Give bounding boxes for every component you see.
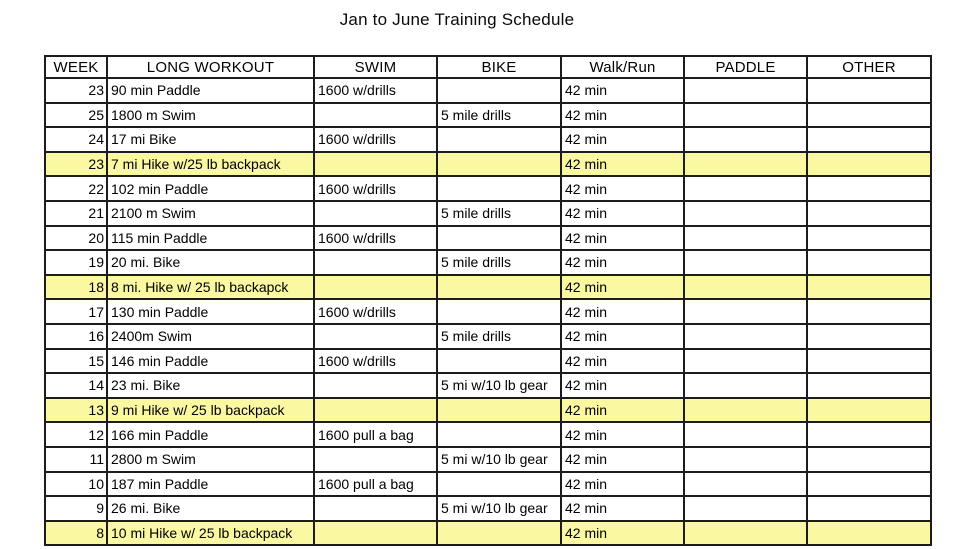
cell-bike[interactable] <box>437 422 561 447</box>
table-row <box>45 324 931 349</box>
cell-week[interactable]: 19 <box>45 250 107 275</box>
column-header-week[interactable]: WEEK <box>45 56 107 78</box>
cell-walk_run[interactable]: 42 min <box>561 422 684 447</box>
cell-long_workout[interactable]: 2800 m Swim <box>107 447 314 472</box>
cell-paddle[interactable] <box>684 521 807 546</box>
cell-swim[interactable]: 1600 w/drills <box>314 226 437 251</box>
cell-swim[interactable]: 1600 w/drills <box>314 127 437 152</box>
cell-paddle[interactable] <box>684 447 807 472</box>
cell-swim[interactable] <box>314 152 437 177</box>
cell-bike[interactable] <box>437 349 561 374</box>
page-title: Jan to June Training Schedule <box>339 10 575 29</box>
column-header-other[interactable]: OTHER <box>807 56 931 78</box>
cell-other[interactable] <box>807 176 931 201</box>
cell-paddle[interactable] <box>684 373 807 398</box>
cell-long_workout[interactable]: 90 min Paddle <box>107 78 314 103</box>
cell-other[interactable] <box>807 398 931 423</box>
training-schedule-table <box>44 55 932 546</box>
cell-other[interactable] <box>807 447 931 472</box>
cell-swim[interactable] <box>314 496 437 521</box>
table-row <box>45 250 931 275</box>
cell-paddle[interactable] <box>684 78 807 103</box>
table-row <box>45 373 931 398</box>
cell-paddle[interactable] <box>684 127 807 152</box>
cell-week[interactable]: 16 <box>45 324 107 349</box>
cell-bike[interactable] <box>437 226 561 251</box>
table-row <box>45 226 931 251</box>
cell-bike[interactable] <box>437 299 561 324</box>
cell-long_workout[interactable]: 146 min Paddle <box>107 349 314 374</box>
cell-swim[interactable]: 1600 w/drills <box>314 299 437 324</box>
cell-bike[interactable] <box>437 176 561 201</box>
cell-walk_run[interactable]: 42 min <box>561 496 684 521</box>
cell-paddle[interactable] <box>684 324 807 349</box>
cell-week[interactable]: 25 <box>45 103 107 128</box>
cell-bike[interactable]: 5 mile drills <box>437 324 561 349</box>
cell-swim[interactable] <box>314 201 437 226</box>
cell-bike[interactable] <box>437 127 561 152</box>
cell-long_workout[interactable]: 102 min Paddle <box>107 176 314 201</box>
cell-bike[interactable] <box>437 398 561 423</box>
cell-paddle[interactable] <box>684 349 807 374</box>
cell-other[interactable] <box>807 226 931 251</box>
cell-week[interactable]: 14 <box>45 373 107 398</box>
table-row <box>45 496 931 521</box>
cell-other[interactable] <box>807 152 931 177</box>
cell-walk_run[interactable]: 42 min <box>561 472 684 497</box>
cell-walk_run[interactable]: 42 min <box>561 78 684 103</box>
cell-paddle[interactable] <box>684 299 807 324</box>
cell-bike[interactable]: 5 mile drills <box>437 250 561 275</box>
cell-paddle[interactable] <box>684 176 807 201</box>
column-header-long_workout[interactable]: LONG WORKOUT <box>107 56 314 78</box>
cell-week[interactable]: 18 <box>45 275 107 300</box>
cell-swim[interactable] <box>314 324 437 349</box>
cell-walk_run[interactable]: 42 min <box>561 250 684 275</box>
cell-week[interactable]: 23 <box>45 152 107 177</box>
cell-paddle[interactable] <box>684 226 807 251</box>
table-row <box>45 275 931 300</box>
cell-week[interactable]: 9 <box>45 496 107 521</box>
cell-walk_run[interactable]: 42 min <box>561 176 684 201</box>
cell-paddle[interactable] <box>684 422 807 447</box>
cell-paddle[interactable] <box>684 275 807 300</box>
cell-other[interactable] <box>807 349 931 374</box>
cell-paddle[interactable] <box>684 201 807 226</box>
cell-week[interactable]: 15 <box>45 349 107 374</box>
table-row <box>45 472 931 497</box>
cell-week[interactable]: 8 <box>45 521 107 546</box>
cell-walk_run[interactable]: 42 min <box>561 201 684 226</box>
cell-bike[interactable] <box>437 152 561 177</box>
cell-bike[interactable] <box>437 78 561 103</box>
cell-walk_run[interactable]: 42 min <box>561 152 684 177</box>
cell-swim[interactable] <box>314 373 437 398</box>
cell-long_workout[interactable]: 23 mi. Bike <box>107 373 314 398</box>
header-row <box>45 56 931 78</box>
cell-bike[interactable]: 5 mi w/10 lb gear <box>437 373 561 398</box>
cell-other[interactable] <box>807 275 931 300</box>
cell-long_workout[interactable]: 20 mi. Bike <box>107 250 314 275</box>
cell-swim[interactable]: 1600 pull a bag <box>314 472 437 497</box>
cell-bike[interactable]: 5 mile drills <box>437 103 561 128</box>
table-row <box>45 299 931 324</box>
table-row <box>45 103 931 128</box>
cell-week[interactable]: 17 <box>45 299 107 324</box>
table-row <box>45 152 931 177</box>
cell-walk_run[interactable]: 42 min <box>561 447 684 472</box>
table-row <box>45 127 931 152</box>
cell-other[interactable] <box>807 373 931 398</box>
cell-swim[interactable] <box>314 447 437 472</box>
cell-week[interactable]: 11 <box>45 447 107 472</box>
cell-week[interactable]: 12 <box>45 422 107 447</box>
table-row <box>45 201 931 226</box>
cell-long_workout[interactable]: 8 mi. Hike w/ 25 lb backapck <box>107 275 314 300</box>
cell-bike[interactable] <box>437 521 561 546</box>
cell-walk_run[interactable]: 42 min <box>561 349 684 374</box>
table-header-row <box>45 56 931 78</box>
cell-paddle[interactable] <box>684 472 807 497</box>
cell-week[interactable]: 10 <box>45 472 107 497</box>
cell-week[interactable]: 23 <box>45 78 107 103</box>
cell-other[interactable] <box>807 250 931 275</box>
cell-paddle[interactable] <box>684 398 807 423</box>
cell-walk_run[interactable]: 42 min <box>561 373 684 398</box>
cell-paddle[interactable] <box>684 496 807 521</box>
cell-swim[interactable] <box>314 521 437 546</box>
cell-long_workout[interactable]: 1800 m Swim <box>107 103 314 128</box>
cell-walk_run[interactable]: 42 min <box>561 127 684 152</box>
cell-long_workout[interactable]: 187 min Paddle <box>107 472 314 497</box>
cell-swim[interactable]: 1600 w/drills <box>314 78 437 103</box>
cell-bike[interactable] <box>437 275 561 300</box>
cell-long_workout[interactable]: 2100 m Swim <box>107 201 314 226</box>
table-row <box>45 398 931 423</box>
cell-walk_run[interactable]: 42 min <box>561 324 684 349</box>
cell-long_workout[interactable]: 115 min Paddle <box>107 226 314 251</box>
cell-other[interactable] <box>807 78 931 103</box>
column-header-swim[interactable]: SWIM <box>314 56 437 78</box>
cell-swim[interactable]: 1600 w/drills <box>314 176 437 201</box>
cell-swim[interactable] <box>314 398 437 423</box>
cell-walk_run[interactable]: 42 min <box>561 275 684 300</box>
cell-walk_run[interactable]: 42 min <box>561 103 684 128</box>
cell-other[interactable] <box>807 127 931 152</box>
cell-walk_run[interactable]: 42 min <box>561 226 684 251</box>
cell-swim[interactable] <box>314 250 437 275</box>
cell-long_workout[interactable]: 10 mi Hike w/ 25 lb backpack <box>107 521 314 546</box>
table-row <box>45 521 931 546</box>
cell-swim[interactable]: 1600 pull a bag <box>314 422 437 447</box>
column-header-paddle[interactable]: PADDLE <box>684 56 807 78</box>
cell-other[interactable] <box>807 422 931 447</box>
cell-walk_run[interactable]: 42 min <box>561 521 684 546</box>
cell-long_workout[interactable]: 166 min Paddle <box>107 422 314 447</box>
cell-swim[interactable]: 1600 w/drills <box>314 349 437 374</box>
cell-other[interactable] <box>807 496 931 521</box>
cell-week[interactable]: 24 <box>45 127 107 152</box>
table-row <box>45 349 931 374</box>
table-body <box>45 78 931 545</box>
cell-week[interactable]: 22 <box>45 176 107 201</box>
cell-bike[interactable] <box>437 472 561 497</box>
cell-swim[interactable] <box>314 103 437 128</box>
cell-week[interactable]: 20 <box>45 226 107 251</box>
cell-swim[interactable] <box>314 275 437 300</box>
cell-bike[interactable]: 5 mile drills <box>437 201 561 226</box>
cell-other[interactable] <box>807 201 931 226</box>
column-header-walk_run[interactable]: Walk/Run <box>561 56 684 78</box>
cell-paddle[interactable] <box>684 250 807 275</box>
cell-bike[interactable]: 5 mi w/10 lb gear <box>437 496 561 521</box>
column-header-bike[interactable]: BIKE <box>437 56 561 78</box>
cell-walk_run[interactable]: 42 min <box>561 299 684 324</box>
cell-other[interactable] <box>807 299 931 324</box>
cell-other[interactable] <box>807 103 931 128</box>
cell-paddle[interactable] <box>684 103 807 128</box>
cell-long_workout[interactable]: 130 min Paddle <box>107 299 314 324</box>
cell-paddle[interactable] <box>684 152 807 177</box>
table-row <box>45 78 931 103</box>
cell-week[interactable]: 13 <box>45 398 107 423</box>
cell-long_workout[interactable]: 26 mi. Bike <box>107 496 314 521</box>
cell-long_workout[interactable]: 2400m Swim <box>107 324 314 349</box>
cell-walk_run[interactable]: 42 min <box>561 398 684 423</box>
table-row <box>45 447 931 472</box>
cell-other[interactable] <box>807 472 931 497</box>
cell-bike[interactable]: 5 mi w/10 lb gear <box>437 447 561 472</box>
cell-other[interactable] <box>807 521 931 546</box>
cell-long_workout[interactable]: 17 mi Bike <box>107 127 314 152</box>
cell-long_workout[interactable]: 7 mi Hike w/25 lb backpack <box>107 152 314 177</box>
table-row <box>45 422 931 447</box>
cell-long_workout[interactable]: 9 mi Hike w/ 25 lb backpack <box>107 398 314 423</box>
cell-week[interactable]: 21 <box>45 201 107 226</box>
table-row <box>45 176 931 201</box>
cell-other[interactable] <box>807 324 931 349</box>
